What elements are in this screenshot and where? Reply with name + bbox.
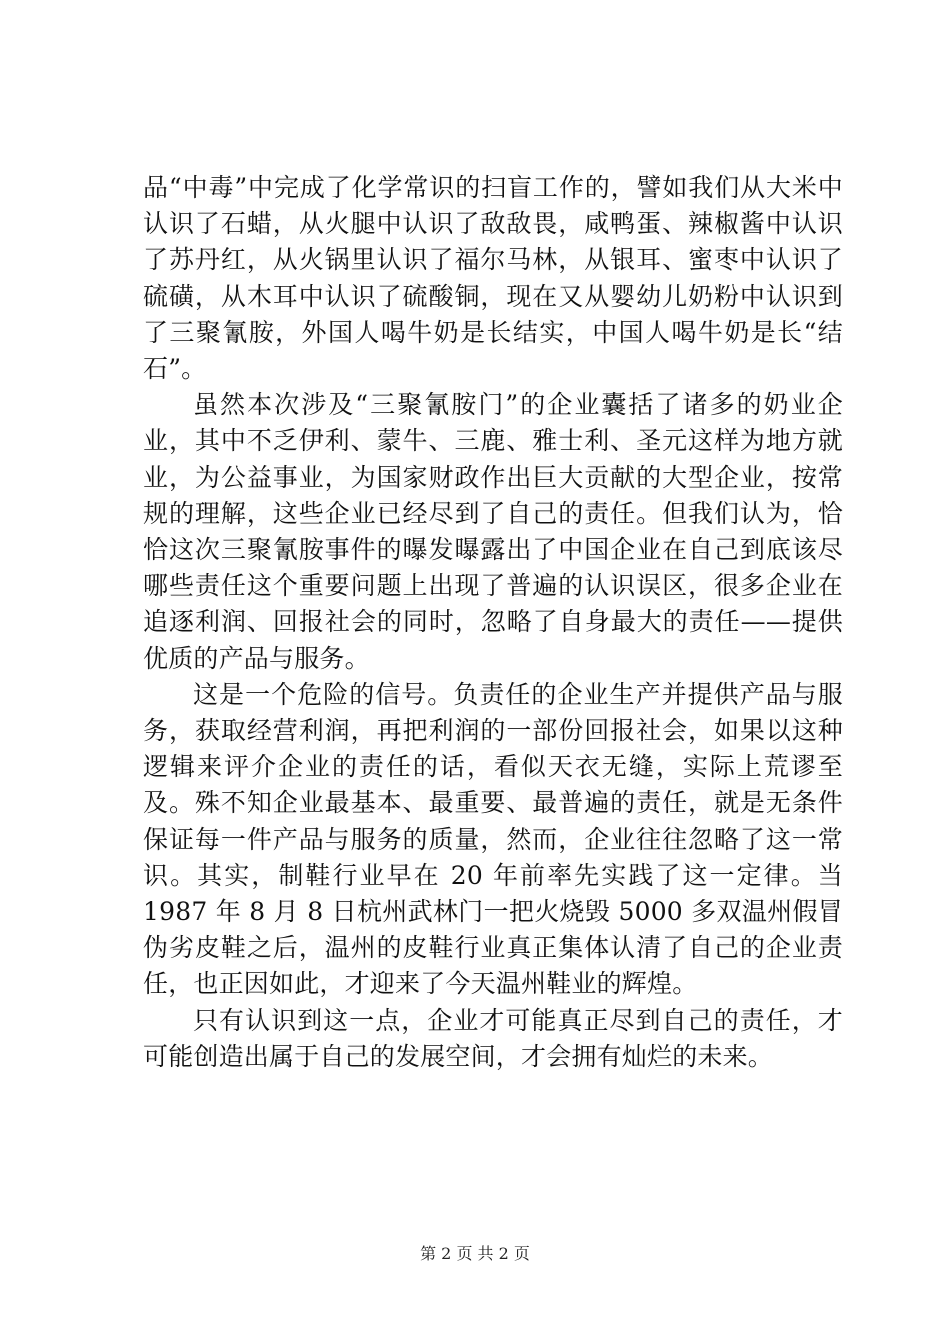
paragraph-1: 品“中毒”中完成了化学常识的扫盲工作的，譬如我们从大米中认识了石蜡，从火腿中认识了敌敌畏，咸鸭蛋、辣椒酱中认识了苏丹红，从火锅里认识了福尔马林，从银耳、蜜枣中认识了硫磺，从木耳中认识了硫酸铜，现在又从婴幼儿奶粉中认识到了三聚氰胺，外国人喝牛奶是长结实，中国人喝牛奶是长“结石”。 — [143, 173, 843, 384]
document-body — [143, 170, 843, 1075]
paragraph-4: 只有认识到这一点，企业才可能真正尽到自己的责任，才可能创造出属于自己的发展空间，才会拥有灿烂的未来。 — [143, 1005, 843, 1071]
page-number-footer: 第 2 页 共 2 页 — [420, 1244, 530, 1263]
paragraph-3: 这是一个危险的信号。负责任的企业生产并提供产品与服务，获取经营利润，再把利润的一部份回报社会，如果以这种逻辑来评介企业的责任的话，看似天衣无缝，实际上荒谬至及。殊不知企业最基本、最重要、最普遍的责任，就是无条件保证每一件产品与服务的质量，然而，企业往往忽略了这一常识。其实，制鞋行业早在 20 年前率先实践了这一定律。当 1987 年 8 月 8 日杭州武林门一把火烧毁 5000 多双温州假冒伪劣皮鞋之后，温州的皮鞋行业真正集体认清了自己的企业责任，也正因如此，才迎来了今天温州鞋业的辉煌。 — [143, 679, 843, 999]
paragraph-2: 虽然本次涉及“三聚氰胺门”的企业囊括了诸多的奶业企业，其中不乏伊利、蒙牛、三鹿、雅士利、圣元这样为地方就业，为公益事业，为国家财政作出巨大贡献的大型企业，按常规的理解，这些企业已经尽到了自己的责任。但我们认为，恰恰这次三聚氰胺事件的曝发曝露出了中国企业在自己到底该尽哪些责任这个重要问题上出现了普遍的认识误区，很多企业在追逐利润、回报社会的同时，忽略了自身最大的责任——提供优质的产品与服务。 — [143, 390, 843, 673]
